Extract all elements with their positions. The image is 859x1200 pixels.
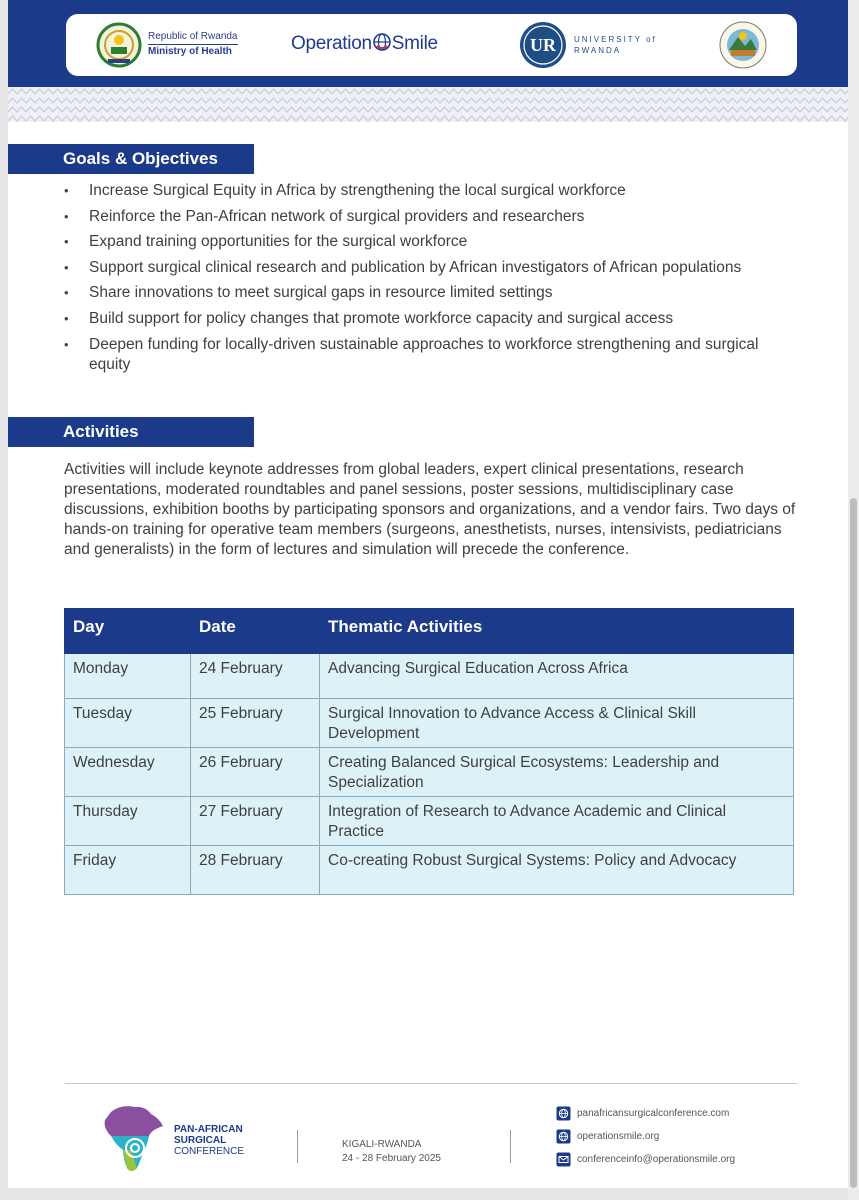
column-header-theme: Thematic Activities — [320, 609, 794, 654]
footer-separator — [510, 1130, 511, 1163]
goals-list — [64, 181, 804, 380]
activities-paragraph: Activities will include keynote addresses from global leaders, expert clinical presentations, research presentations, moderated roundtables and panel sessions, poster sessions, multidisciplinary case discussions, exhibition booths by participating sponsors and organizations, and a vendor fairs. Two days of hands-on training for operative team members (surgeons, anesthetists, nurses, intensivists, pediatricians and generalists) in the form of lectures and simulation will precede the conference. — [64, 461, 796, 558]
globe-icon — [556, 1106, 571, 1121]
rwanda-ministry-label: Republic of Rwanda Ministry of Health — [148, 31, 238, 57]
theme-cell: Integration of Research to Advance Academic and Clinical Practice — [320, 797, 794, 846]
date-cell: 27 February — [191, 797, 320, 846]
table-row — [65, 797, 794, 846]
theme-cell: Creating Balanced Surgical Ecosystems: Leadership and Specialization — [320, 748, 794, 797]
email-link[interactable]: conferenceinfo@operationsmile.org — [556, 1150, 735, 1168]
footer-divider — [65, 1083, 797, 1084]
column-header-day: Day — [65, 609, 191, 654]
goal-item: • Build support for policy changes that promote workforce capacity and surgical access — [64, 309, 804, 329]
rwanda-seal-icon — [96, 22, 142, 68]
operation-smile-logo: Operation Smile — [291, 33, 438, 54]
table-row — [65, 748, 794, 797]
university-rwanda-label: UNIVERSITY of RWANDA — [574, 35, 657, 55]
contact-list — [556, 1104, 735, 1173]
date-cell: 24 February — [191, 654, 320, 699]
svg-text:UR: UR — [530, 35, 556, 55]
footer-separator — [297, 1130, 298, 1163]
date-cell: 26 February — [191, 748, 320, 797]
goals-heading: Goals & Objectives — [8, 144, 254, 174]
theme-cell: Advancing Surgical Education Across Africa — [320, 654, 794, 699]
goal-item: • Reinforce the Pan-African network of surgical providers and researchers — [64, 207, 804, 227]
scroll-thumb[interactable] — [850, 498, 857, 1188]
goal-item: • Deepen funding for locally-driven sustainable approaches to workforce strengthening and surgical equity — [64, 335, 804, 375]
column-header-date: Date — [191, 609, 320, 654]
day-cell: Wednesday — [65, 748, 191, 797]
goal-item: • Expand training opportunities for the surgical workforce — [64, 232, 804, 252]
website-link[interactable]: panafricansurgicalconference.com — [556, 1104, 735, 1122]
conference-name: PAN-AFRICAN SURGICAL CONFERENCE — [174, 1124, 245, 1157]
event-location: KIGALI-RWANDA 24 - 28 February 2025 — [342, 1139, 441, 1164]
day-cell: Monday — [65, 654, 191, 699]
university-rwanda-logo-icon — [518, 20, 568, 70]
day-cell: Thursday — [65, 797, 191, 846]
africa-conference-logo-icon — [101, 1102, 167, 1176]
goal-item: • Share innovations to meet surgical gaps in resource limited settings — [64, 283, 804, 303]
scrollbar[interactable] — [848, 0, 859, 1200]
website-link[interactable]: operationsmile.org — [556, 1127, 735, 1145]
globe-icon — [556, 1129, 571, 1144]
table-row — [65, 654, 794, 699]
table-header-row — [65, 609, 794, 654]
decorative-pattern — [8, 87, 848, 122]
society-seal-icon — [718, 20, 768, 70]
theme-cell: Co-creating Robust Surgical Systems: Policy and Advocacy — [320, 846, 794, 895]
mail-icon — [556, 1152, 571, 1167]
date-cell: 25 February — [191, 699, 320, 748]
schedule-table — [64, 608, 794, 895]
table-row — [65, 846, 794, 895]
theme-cell: Surgical Innovation to Advance Access & Clinical Skill Development — [320, 699, 794, 748]
globe-smile-icon — [372, 32, 392, 52]
partner-logos — [66, 14, 797, 76]
table-row — [65, 699, 794, 748]
date-cell: 28 February — [191, 846, 320, 895]
goal-item: • Support surgical clinical research and publication by African investigators of African populations — [64, 258, 804, 278]
activities-heading: Activities — [8, 417, 254, 447]
document-page — [8, 0, 848, 1188]
day-cell: Tuesday — [65, 699, 191, 748]
day-cell: Friday — [65, 846, 191, 895]
goal-item: • Increase Surgical Equity in Africa by strengthening the local surgical workforce — [64, 181, 804, 201]
